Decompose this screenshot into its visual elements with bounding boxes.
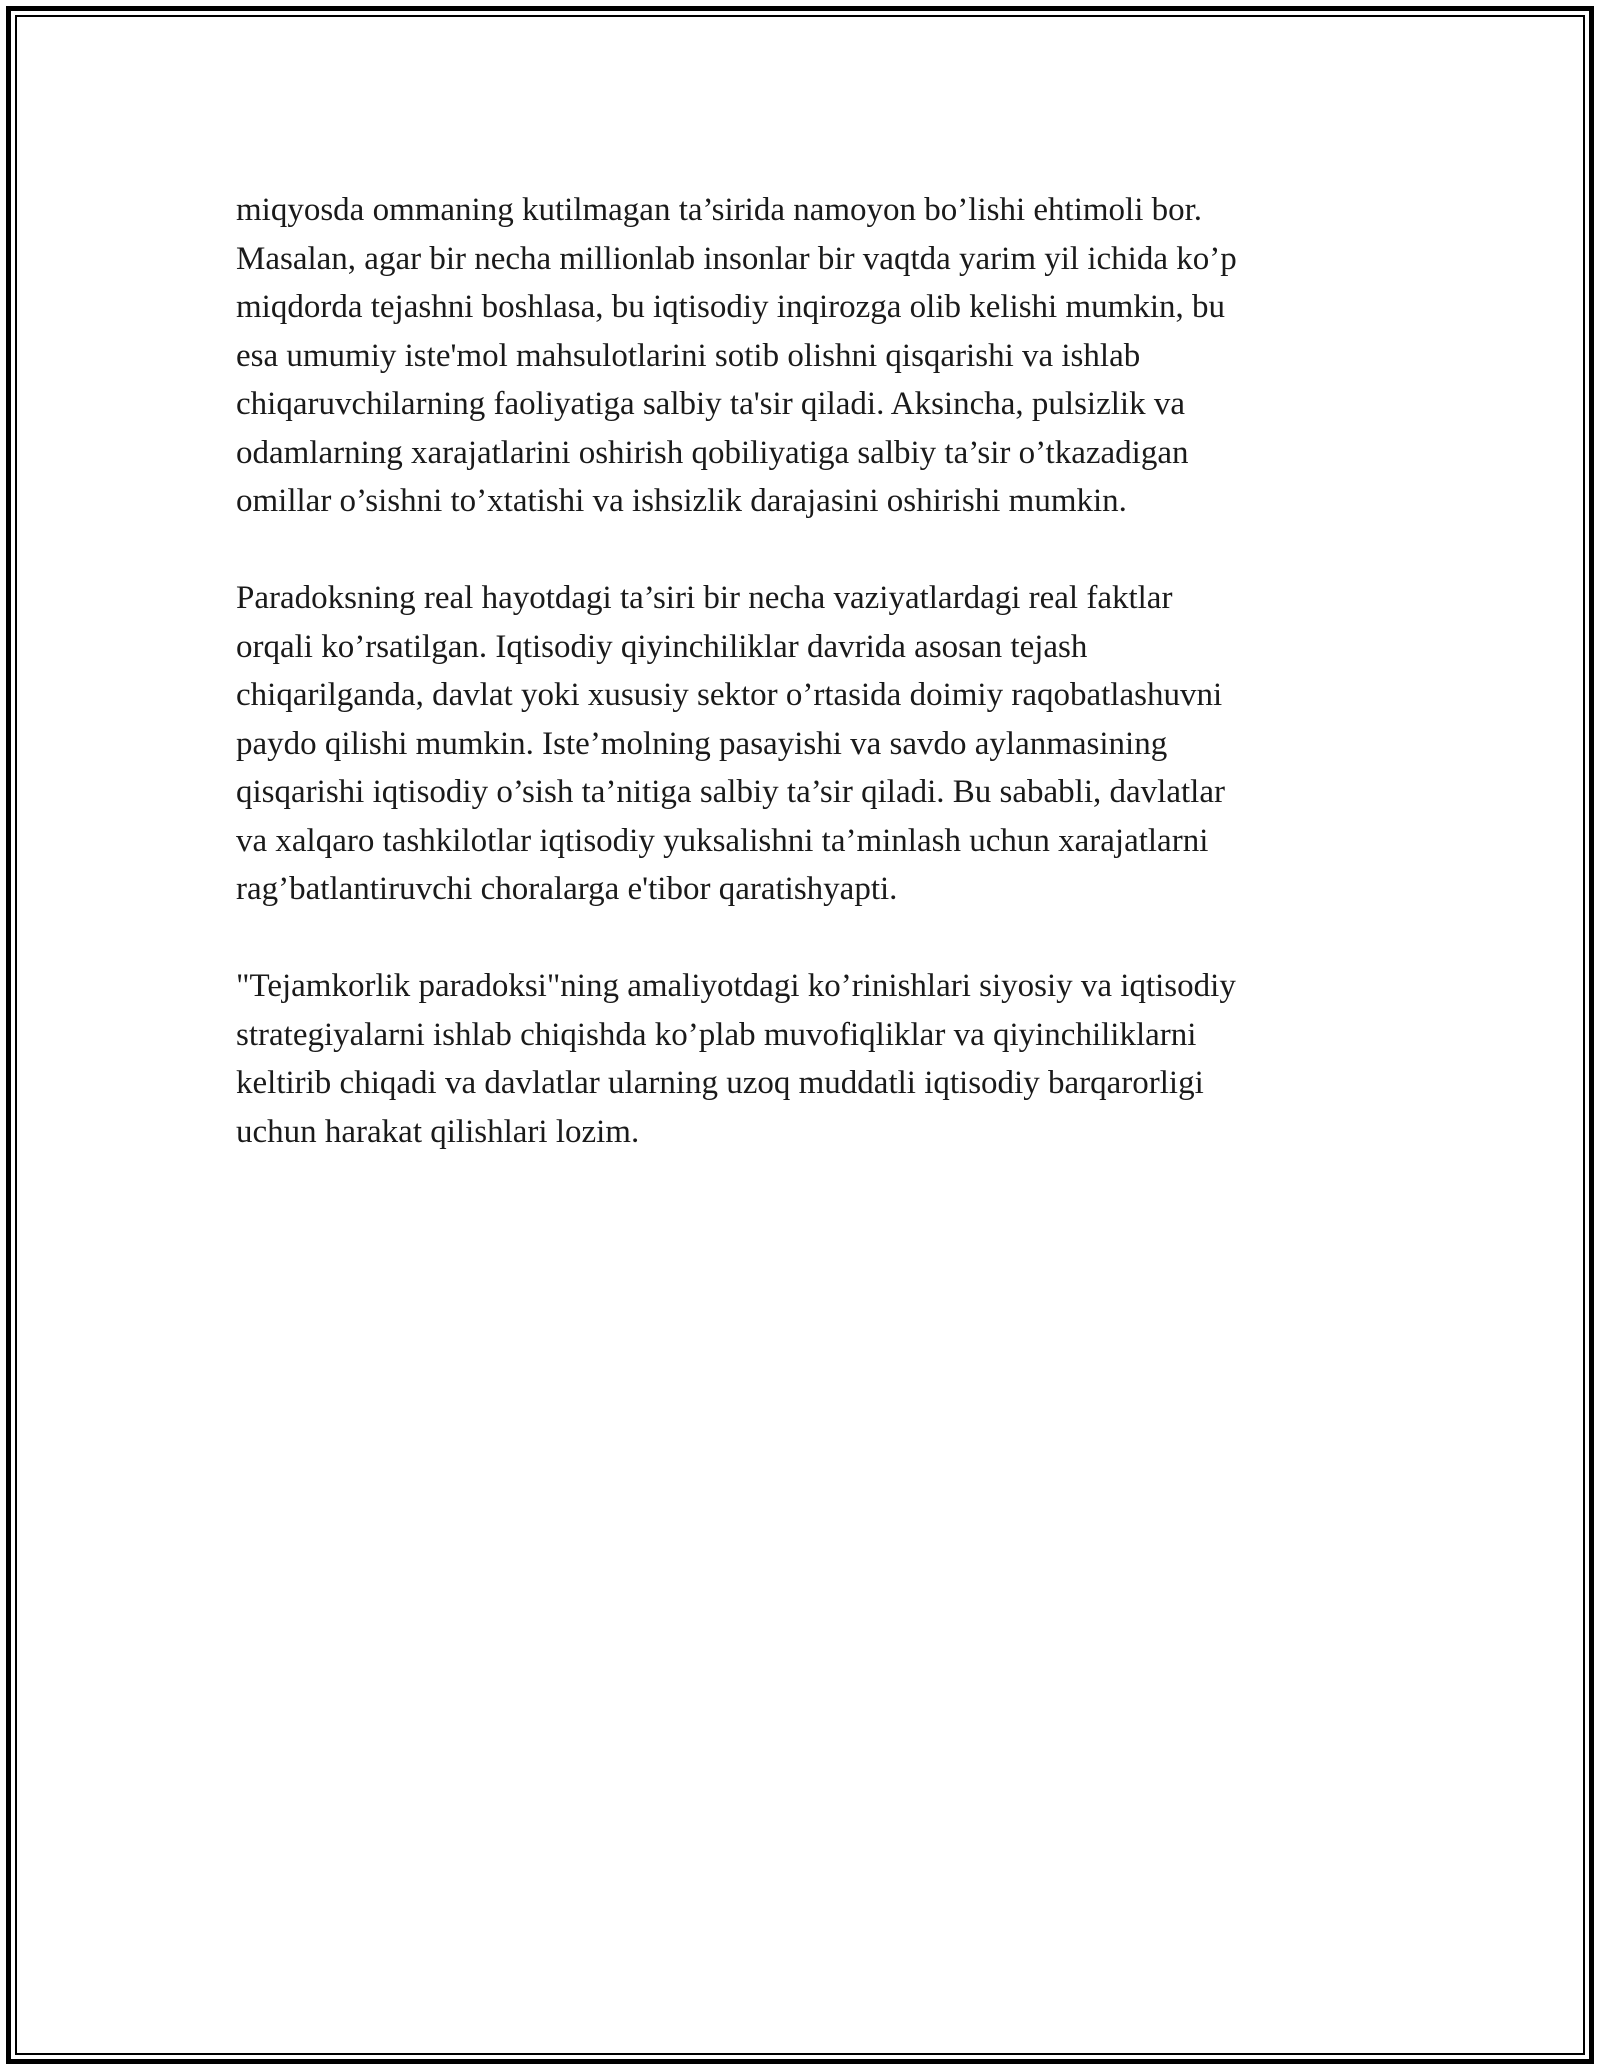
text-line: chiqaruvchilarning faoliyatiga salbiy ta'sir qiladi. Aksincha, pulsizlik va — [236, 386, 1185, 422]
text-line: rag’batlantiruvchi choralarga e'tibor qaratishyapti. — [236, 871, 898, 907]
text-line: qisqarishi iqtisodiy o’sish ta’nitiga salbiy ta’sir qiladi. Bu sababli, davlatlar — [236, 774, 1225, 810]
text-line: omillar o’sishni to’xtatishi va ishsizlik darajasini oshirishi mumkin. — [236, 483, 1127, 519]
text-line: odamlarning xarajatlarini oshirish qobiliyatiga salbiy ta’sir o’tkazadigan — [236, 434, 1189, 471]
text-line: miqyosda ommaning kutilmagan ta’sirida namoyon bo’lishi ehtimoli bor. — [236, 192, 1203, 228]
text-line: Masalan, agar bir necha millionlab insonlar bir vaqtda yarim yil ichida ko’p — [236, 240, 1237, 277]
text-line: orqali ko’rsatilgan. Iqtisodiy qiyinchiliklar davrida asosan tejash — [236, 628, 1088, 665]
paragraph-1 — [236, 186, 1366, 526]
text-line: esa umumiy iste'mol mahsulotlarini sotib olishni qisqarishi va ishlab — [236, 337, 1141, 374]
text-line: keltirib chiqadi va davlatlar ularning uzoq muddatli iqtisodiy barqarorligi — [236, 1065, 1204, 1101]
text-line: strategiyalarni ishlab chiqishda ko’plab muvofiqliklar va qiyinchiliklarni — [236, 1016, 1197, 1053]
text-line: miqdorda tejashni boshlasa, bu iqtisodiy inqirozga olib kelishi mumkin, bu — [236, 289, 1225, 325]
text-line: chiqarilganda, davlat yoki xususiy sektor o’rtasida doimiy raqobatlashuvni — [236, 677, 1223, 713]
paragraph-3 — [236, 962, 1366, 1156]
text-line: va xalqaro tashkilotlar iqtisodiy yuksalishni ta’minlash uchun xarajatlarni — [236, 822, 1209, 859]
document-body — [236, 186, 1366, 1205]
text-line: "Tejamkorlik paradoksi"ning amaliyotdagi ko’rinishlari siyosiy va iqtisodiy — [236, 968, 1236, 1004]
text-line: Paradoksning real hayotdagi ta’siri bir necha vaziyatlardagi real faktlar — [236, 580, 1173, 616]
text-line: paydo qilishi mumkin. Iste’molning pasayishi va savdo aylanmasining — [236, 725, 1168, 762]
text-line: uchun harakat qilishlari lozim. — [236, 1113, 640, 1150]
paragraph-2 — [236, 574, 1366, 914]
